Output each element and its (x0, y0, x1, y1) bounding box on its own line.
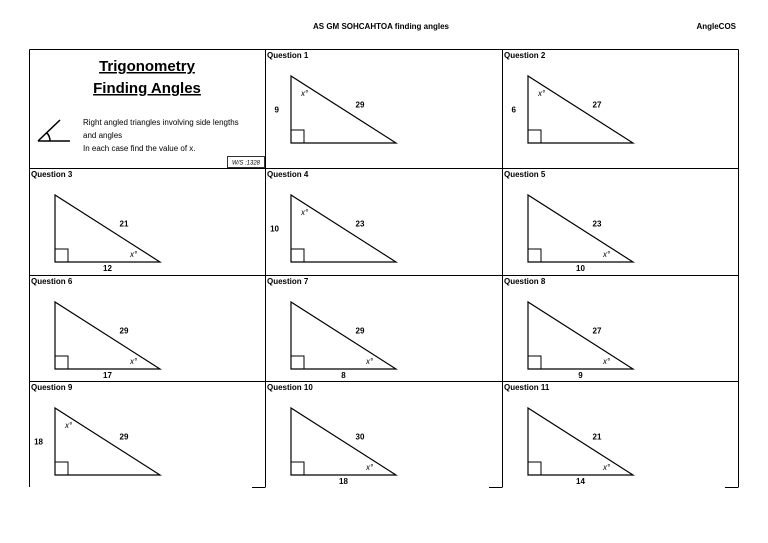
worksheet-ref: W/S :1328 (231, 160, 261, 167)
right-angle-marker (528, 130, 541, 143)
vertical-side-label: 9 (274, 105, 279, 115)
question-label: Question 11 (504, 383, 550, 392)
hypotenuse-label: 27 (592, 326, 602, 336)
question-2 (504, 51, 633, 143)
angle-x-label: x° (65, 421, 73, 430)
angle-x-label: x° (301, 208, 309, 217)
question-label: Question 1 (267, 51, 309, 60)
right-angle-marker (528, 356, 541, 369)
question-label: Question 10 (267, 383, 313, 392)
vertical-side-label: 10 (270, 224, 279, 234)
hypotenuse-label: 23 (355, 219, 365, 229)
base-side-label: 14 (576, 477, 585, 486)
triangle (55, 408, 160, 475)
question-label: Question 6 (31, 277, 73, 286)
question-4 (267, 170, 396, 262)
hypotenuse-label: 30 (355, 432, 365, 442)
questions-layer (31, 51, 633, 486)
triangle (55, 302, 160, 369)
intro-text-1: Right angled triangles involving side lengths (83, 118, 239, 127)
hypotenuse-label: 27 (592, 100, 602, 110)
angle-x-label: x° (603, 250, 611, 259)
question-label: Question 7 (267, 277, 309, 286)
angle-x-label: x° (538, 89, 546, 98)
hypotenuse-label: 29 (355, 100, 365, 110)
base-side-label: 18 (339, 477, 348, 486)
question-label: Question 8 (504, 277, 546, 286)
angle-x-label: x° (366, 357, 374, 366)
hypotenuse-label: 21 (592, 432, 602, 442)
base-side-label: 12 (103, 264, 112, 273)
question-label: Question 4 (267, 170, 309, 179)
angle-x-label: x° (603, 357, 611, 366)
intro-text-2: and angles (83, 131, 123, 140)
question-8 (504, 277, 633, 380)
angle-x-label: x° (366, 463, 374, 472)
base-side-label: 8 (341, 371, 346, 380)
intro-panel (38, 58, 265, 168)
intro-text-3: In each case find the value of x. (83, 144, 196, 153)
triangle (528, 195, 633, 262)
question-5 (504, 170, 633, 273)
question-6 (31, 277, 160, 380)
angle-x-label: x° (130, 250, 138, 259)
question-10 (267, 383, 396, 486)
right-angle-marker (55, 462, 68, 475)
angle-x-label: x° (301, 89, 309, 98)
hypotenuse-label: 23 (592, 219, 602, 229)
question-1 (267, 51, 396, 143)
grid-lines (30, 50, 739, 488)
right-angle-marker (291, 356, 304, 369)
title-line-1: Trigonometry (99, 58, 195, 75)
right-angle-marker (291, 462, 304, 475)
angle-icon (38, 120, 70, 141)
question-7 (267, 277, 396, 380)
angle-x-label: x° (130, 357, 138, 366)
base-side-label: 10 (576, 264, 585, 273)
worksheet-header-code: AngleCOS (696, 22, 736, 31)
right-angle-marker (528, 462, 541, 475)
worksheet-header-title: AS GM SOHCAHTOA finding angles (313, 22, 450, 31)
triangle (291, 302, 396, 369)
triangle (528, 302, 633, 369)
right-angle-marker (291, 249, 304, 262)
base-side-label: 9 (578, 371, 583, 380)
triangle (528, 76, 633, 143)
vertical-side-label: 6 (511, 105, 516, 115)
hypotenuse-label: 21 (119, 219, 129, 229)
hypotenuse-label: 29 (119, 432, 129, 442)
question-11 (504, 383, 633, 486)
right-angle-marker (55, 249, 68, 262)
triangle (291, 195, 396, 262)
question-label: Question 5 (504, 170, 546, 179)
triangle (291, 408, 396, 475)
right-angle-marker (291, 130, 304, 143)
right-angle-marker (528, 249, 541, 262)
question-9 (31, 383, 160, 475)
vertical-side-label: 18 (34, 437, 43, 447)
triangle (55, 195, 160, 262)
angle-x-label: x° (603, 463, 611, 472)
question-label: Question 9 (31, 383, 73, 392)
triangle (291, 76, 396, 143)
hypotenuse-label: 29 (355, 326, 365, 336)
question-3 (31, 170, 160, 273)
right-angle-marker (55, 356, 68, 369)
question-label: Question 2 (504, 51, 546, 60)
question-label: Question 3 (31, 170, 73, 179)
hypotenuse-label: 29 (119, 326, 129, 336)
title-line-2: Finding Angles (93, 80, 201, 97)
base-side-label: 17 (103, 371, 112, 380)
triangle (528, 408, 633, 475)
